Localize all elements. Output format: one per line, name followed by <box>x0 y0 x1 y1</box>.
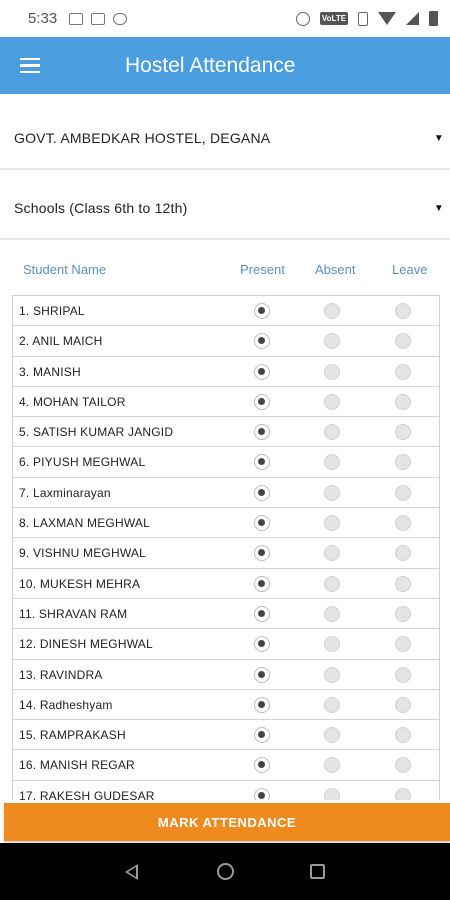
app-icon <box>91 13 105 25</box>
table-row <box>13 326 439 356</box>
leave-radio[interactable] <box>395 485 411 501</box>
leave-radio[interactable] <box>395 454 411 470</box>
wifi-icon <box>378 12 396 25</box>
student-name: 6. PIYUSH MEGHWAL <box>19 455 146 470</box>
leave-radio[interactable] <box>395 788 411 800</box>
leave-radio[interactable] <box>395 303 411 319</box>
absent-radio[interactable] <box>324 515 340 531</box>
student-name: 16. MANISH REGAR <box>19 758 135 773</box>
alarm-icon <box>296 12 310 26</box>
table-row <box>13 781 439 800</box>
student-name: 10. MUKESH MEHRA <box>19 576 141 591</box>
present-radio[interactable] <box>254 485 270 501</box>
table-row <box>13 357 439 387</box>
student-name: 13. RAVINDRA <box>19 667 103 682</box>
present-radio[interactable] <box>254 667 270 683</box>
battery-icon <box>429 11 438 26</box>
absent-radio[interactable] <box>324 333 340 349</box>
present-radio[interactable] <box>254 364 270 380</box>
student-name: 9. VISHNU MEGHWAL <box>19 546 146 561</box>
header-leave: Leave <box>392 262 428 277</box>
vibrate-icon <box>358 12 368 26</box>
table-row <box>13 569 439 599</box>
attendance-header <box>0 255 450 285</box>
absent-radio[interactable] <box>324 697 340 713</box>
absent-radio[interactable] <box>324 303 340 319</box>
leave-radio[interactable] <box>395 545 411 561</box>
absent-radio[interactable] <box>324 545 340 561</box>
student-name: 7. Laxminarayan <box>19 485 111 500</box>
leave-radio[interactable] <box>395 515 411 531</box>
home-icon[interactable] <box>217 863 234 880</box>
student-name: 3. MANISH <box>19 364 81 379</box>
signal-icon <box>406 12 419 25</box>
table-row <box>13 629 439 659</box>
header-student-name: Student Name <box>23 262 107 277</box>
leave-radio[interactable] <box>395 424 411 440</box>
absent-radio[interactable] <box>324 394 340 410</box>
leave-radio[interactable] <box>395 364 411 380</box>
present-radio[interactable] <box>254 454 270 470</box>
leave-radio[interactable] <box>395 333 411 349</box>
absent-radio[interactable] <box>324 364 340 380</box>
present-radio[interactable] <box>254 606 270 622</box>
navigation-bar <box>0 843 450 900</box>
cloud-icon <box>113 13 127 25</box>
header-absent: Absent <box>315 262 356 277</box>
table-row <box>13 417 439 447</box>
table-row <box>13 690 439 720</box>
gallery-icon <box>69 13 83 25</box>
student-name: 8. LAXMAN MEGHWAL <box>19 516 150 531</box>
back-icon[interactable] <box>125 864 138 880</box>
student-name: 2. ANIL MAICH <box>19 334 103 349</box>
school-select-value: Schools (Class 6th to 12th) <box>14 200 188 216</box>
absent-radio[interactable] <box>324 667 340 683</box>
leave-radio[interactable] <box>395 576 411 592</box>
present-radio[interactable] <box>254 788 270 800</box>
status-time: 5:33 <box>28 10 58 27</box>
table-row <box>13 508 439 538</box>
leave-radio[interactable] <box>395 394 411 410</box>
table-row <box>13 750 439 780</box>
present-radio[interactable] <box>254 697 270 713</box>
present-radio[interactable] <box>254 545 270 561</box>
leave-radio[interactable] <box>395 636 411 652</box>
hamburger-menu-icon[interactable] <box>0 37 60 94</box>
header-present: Present <box>240 262 285 277</box>
leave-radio[interactable] <box>395 757 411 773</box>
absent-radio[interactable] <box>324 576 340 592</box>
student-name: 12. DINESH MEGHWAL <box>19 637 153 652</box>
present-radio[interactable] <box>254 576 270 592</box>
leave-radio[interactable] <box>395 697 411 713</box>
absent-radio[interactable] <box>324 485 340 501</box>
student-name: 5. SATISH KUMAR JANGID <box>19 425 174 440</box>
absent-radio[interactable] <box>324 788 340 800</box>
status-bar <box>0 0 450 37</box>
student-name: 14. Radheshyam <box>19 697 113 712</box>
leave-radio[interactable] <box>395 606 411 622</box>
present-radio[interactable] <box>254 727 270 743</box>
app-bar <box>0 37 450 94</box>
present-radio[interactable] <box>254 515 270 531</box>
mark-attendance-button[interactable]: MARK ATTENDANCE <box>4 803 450 841</box>
student-name: 17. RAKESH GUDESAR <box>19 788 155 800</box>
table-row <box>13 447 439 477</box>
absent-radio[interactable] <box>324 454 340 470</box>
leave-radio[interactable] <box>395 727 411 743</box>
table-row <box>13 478 439 508</box>
dropdown-arrow-icon: ▼ <box>433 202 444 214</box>
student-name: 4. MOHAN TAILOR <box>19 394 126 409</box>
table-row <box>13 538 439 568</box>
student-name: 1. SHRIPAL <box>19 304 85 318</box>
dropdown-arrow-icon: ▼ <box>433 132 444 144</box>
present-radio[interactable] <box>254 303 270 319</box>
student-table <box>12 295 440 800</box>
present-radio[interactable] <box>254 424 270 440</box>
table-row <box>13 387 439 417</box>
student-name: 11. SHRAVAN RAM <box>19 606 128 621</box>
table-row <box>13 720 439 750</box>
hostel-select-value: GOVT. AMBEDKAR HOSTEL, DEGANA <box>14 130 271 146</box>
absent-radio[interactable] <box>324 727 340 743</box>
absent-radio[interactable] <box>324 636 340 652</box>
table-row <box>13 660 439 690</box>
present-radio[interactable] <box>254 757 270 773</box>
status-icons <box>296 11 438 26</box>
present-radio[interactable] <box>254 333 270 349</box>
present-radio[interactable] <box>254 636 270 652</box>
volte-icon: VoLTE <box>321 14 347 23</box>
recent-apps-icon[interactable] <box>310 864 325 879</box>
absent-radio[interactable] <box>324 606 340 622</box>
hostel-select[interactable] <box>0 108 450 170</box>
absent-radio[interactable] <box>324 424 340 440</box>
page-title: Hostel Attendance <box>125 53 296 77</box>
school-select[interactable] <box>0 178 450 240</box>
present-radio[interactable] <box>254 394 270 410</box>
leave-radio[interactable] <box>395 667 411 683</box>
table-row <box>13 599 439 629</box>
student-name: 15. RAMPRAKASH <box>19 728 126 743</box>
table-row <box>13 296 439 326</box>
absent-radio[interactable] <box>324 757 340 773</box>
